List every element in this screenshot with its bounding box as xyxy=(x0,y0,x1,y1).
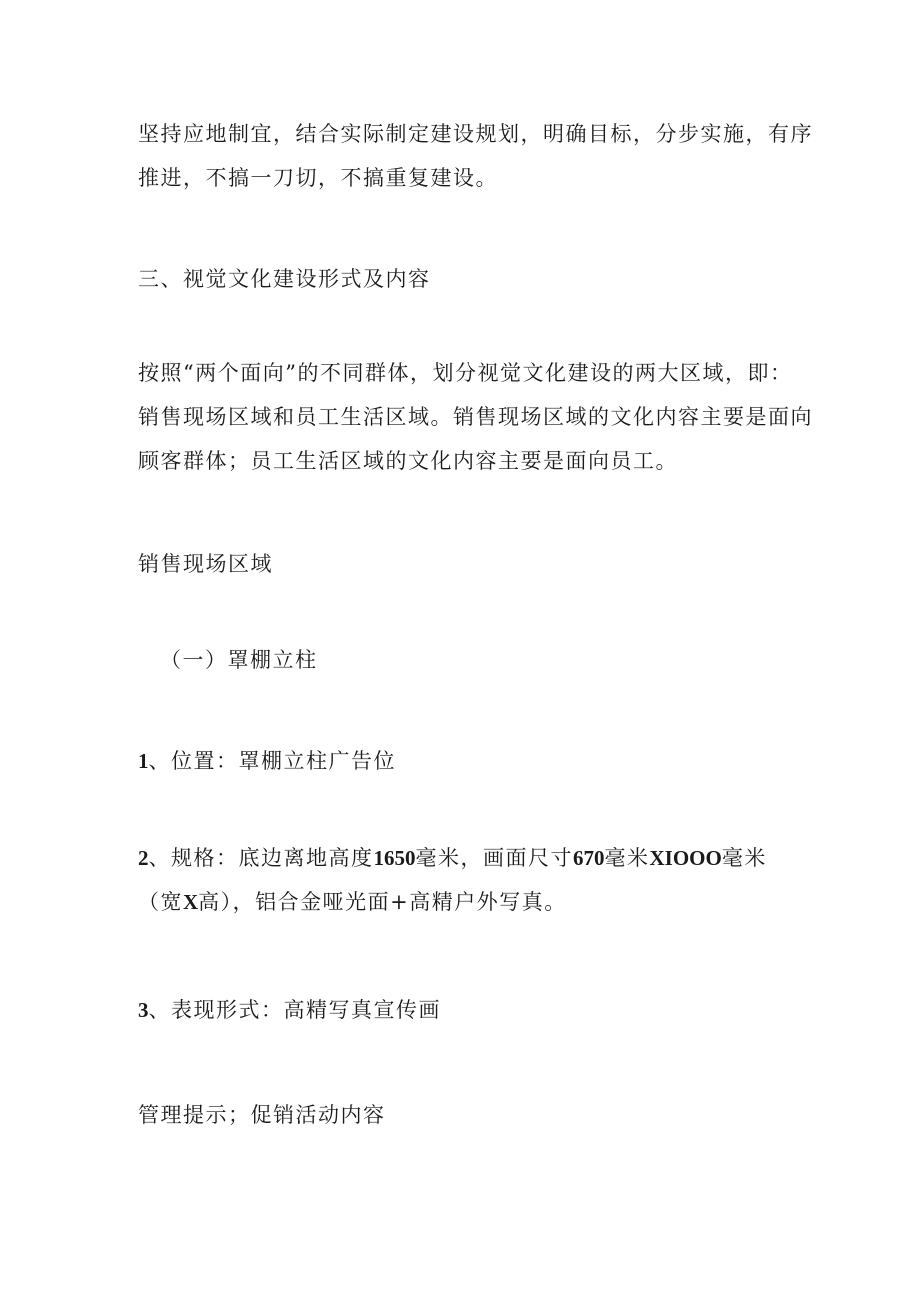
paragraph-line: 顾客群体；员工生活区域的文化内容主要是面向员工。 xyxy=(138,449,678,473)
list-item-text: 、位置：罩棚立柱广告位 xyxy=(148,749,396,773)
list-item-line xyxy=(138,739,798,783)
paragraph-two-facing xyxy=(138,351,813,483)
section-heading-text: 三、视觉文化建设形式及内容 xyxy=(138,267,431,291)
list-item-line xyxy=(138,880,798,924)
list-item-line xyxy=(138,988,798,1032)
list-item-form xyxy=(138,988,798,1032)
subsection-title xyxy=(138,542,798,586)
spec-x-symbol: X xyxy=(183,890,199,914)
spec-text: 毫米，画面尺寸 xyxy=(415,846,573,870)
list-item-spec xyxy=(138,836,798,924)
paragraph-planning xyxy=(138,112,813,200)
list-item-line xyxy=(138,836,798,880)
item-heading-text: （一）罩棚立柱 xyxy=(160,648,318,672)
paragraph-line: 推进，不搞一刀切，不搞重复建设。 xyxy=(138,166,498,190)
paragraph-line: 坚持应地制宜，结合实际制定建设规划，明确目标，分步实施，有序 xyxy=(138,122,813,146)
item-heading xyxy=(160,638,820,682)
list-number: 2 xyxy=(138,846,149,870)
list-item-position xyxy=(138,739,798,783)
spec-size-value: XIOOO xyxy=(649,846,722,870)
management-note xyxy=(138,1093,798,1137)
list-number: 1 xyxy=(138,749,149,773)
paragraph-line: 按照“两个面向”的不同群体，划分视觉文化建设的两大区域，即： xyxy=(138,361,793,385)
management-note-text: 管理提示；促销活动内容 xyxy=(138,1103,386,1127)
spec-text: （宽 xyxy=(138,890,183,914)
spec-text: 高），铝合金哑光面+高精户外写真。 xyxy=(198,890,567,914)
spec-height-value: 1650 xyxy=(373,846,416,870)
section-heading xyxy=(138,257,798,301)
paragraph-line: 销售现场区域和员工生活区域。销售现场区域的文化内容主要是面向 xyxy=(138,405,813,429)
spec-width-value: 670 xyxy=(573,846,605,870)
spec-text: 、规格：底边离地高度 xyxy=(148,846,374,870)
list-item-text: 、表现形式：高精写真宣传画 xyxy=(148,998,441,1022)
list-number: 3 xyxy=(138,998,149,1022)
subsection-title-text: 销售现场区域 xyxy=(138,552,273,576)
spec-text: 毫米 xyxy=(604,846,650,870)
spec-text: 毫米 xyxy=(721,846,767,870)
